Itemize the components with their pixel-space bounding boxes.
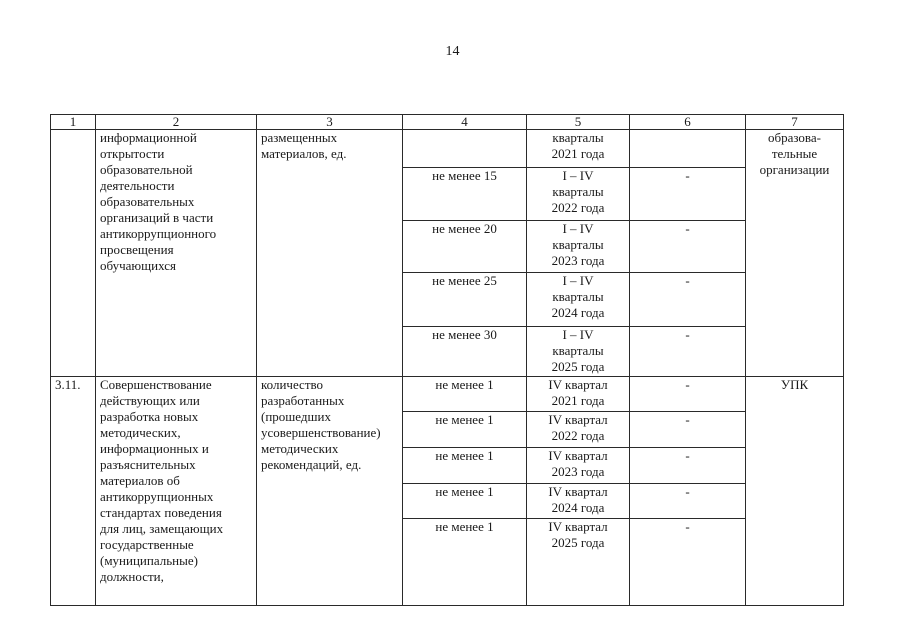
col6-value: - bbox=[685, 519, 690, 534]
col6-cell bbox=[630, 168, 746, 221]
target-value-cell bbox=[403, 377, 527, 412]
target-value: не менее 1 bbox=[435, 484, 494, 499]
target-value-cell bbox=[403, 448, 527, 484]
period-text: I – IV кварталы 2024 года bbox=[551, 273, 605, 320]
table-row bbox=[51, 130, 844, 168]
period-text: IV квартал 2023 года bbox=[548, 448, 608, 479]
target-value-cell bbox=[403, 519, 527, 606]
period-cell bbox=[527, 448, 630, 484]
item-number: 3.11. bbox=[55, 377, 81, 392]
col6-cell bbox=[630, 412, 746, 448]
target-value: не менее 20 bbox=[432, 221, 497, 236]
indicator-name: количество разработанных (прошедших усовершенствование) методических рекомендаций, ед. bbox=[261, 377, 381, 472]
target-value: не менее 30 bbox=[432, 327, 497, 342]
target-value-cell bbox=[403, 221, 527, 273]
executor-name: УПК bbox=[780, 377, 809, 392]
period-cell bbox=[527, 519, 630, 606]
measure-name-cell bbox=[96, 130, 257, 377]
col6-cell bbox=[630, 130, 746, 168]
col6-cell bbox=[630, 519, 746, 606]
column-header: 1 bbox=[51, 115, 96, 130]
column-header: 4 bbox=[403, 115, 527, 130]
period-text: IV квартал 2021 года bbox=[548, 377, 608, 408]
target-value-cell bbox=[403, 168, 527, 221]
target-value-cell bbox=[403, 273, 527, 327]
target-value: не менее 1 bbox=[435, 448, 494, 463]
col6-value: - bbox=[685, 448, 690, 463]
page-number: 14 bbox=[445, 44, 460, 59]
table-row bbox=[51, 377, 844, 412]
target-value: не менее 1 bbox=[435, 412, 494, 427]
col6-cell bbox=[630, 377, 746, 412]
period-text: I – IV кварталы 2023 года bbox=[551, 221, 605, 268]
target-value-cell bbox=[403, 484, 527, 519]
column-header: 6 bbox=[630, 115, 746, 130]
period-cell bbox=[527, 273, 630, 327]
col6-value: - bbox=[685, 377, 690, 392]
column-header: 2 bbox=[96, 115, 257, 130]
column-header: 7 bbox=[746, 115, 844, 130]
col6-value: - bbox=[685, 484, 690, 499]
target-value: не менее 1 bbox=[435, 377, 494, 392]
period-cell bbox=[527, 327, 630, 377]
period-cell bbox=[527, 412, 630, 448]
period-text: I – IV кварталы 2025 года bbox=[551, 327, 605, 374]
period-cell bbox=[527, 130, 630, 168]
target-value: не менее 25 bbox=[432, 273, 497, 288]
period-text: кварталы 2021 года bbox=[551, 130, 605, 161]
indicator-cell bbox=[257, 130, 403, 377]
target-value-cell bbox=[403, 412, 527, 448]
target-value-cell bbox=[403, 327, 527, 377]
period-cell bbox=[527, 377, 630, 412]
executor-cell bbox=[746, 377, 844, 606]
executor-name: образова- тельные организации bbox=[759, 130, 830, 177]
col6-value: - bbox=[685, 327, 690, 342]
executor-cell bbox=[746, 130, 844, 377]
column-header: 5 bbox=[527, 115, 630, 130]
item-number-cell bbox=[51, 130, 96, 377]
period-text: I – IV кварталы 2022 года bbox=[551, 168, 605, 215]
period-cell bbox=[527, 484, 630, 519]
measure-name: Совершенствование действующих или разработка новых методических, информационных и разъяснительных материалов об антикоррупционных стандартах поведения для лиц, замещающих государственные (муниципальные) должности, bbox=[100, 377, 224, 584]
target-value: не менее 1 bbox=[435, 519, 494, 534]
indicator-cell bbox=[257, 377, 403, 606]
col6-value: - bbox=[685, 412, 690, 427]
col6-cell bbox=[630, 448, 746, 484]
col6-cell bbox=[630, 484, 746, 519]
target-value: не менее 15 bbox=[432, 168, 497, 183]
period-text: IV квартал 2022 года bbox=[548, 412, 608, 443]
col6-cell bbox=[630, 327, 746, 377]
col6-value: - bbox=[685, 273, 690, 288]
column-number-row bbox=[51, 115, 844, 130]
column-header: 3 bbox=[257, 115, 403, 130]
col6-value: - bbox=[685, 221, 690, 236]
target-value-cell bbox=[403, 130, 527, 168]
period-cell bbox=[527, 221, 630, 273]
item-number-cell bbox=[51, 377, 96, 606]
period-text: IV квартал 2025 года bbox=[548, 519, 608, 550]
measures-table bbox=[50, 114, 844, 606]
period-text: IV квартал 2024 года bbox=[548, 484, 608, 515]
col6-cell bbox=[630, 273, 746, 327]
measure-name-cell bbox=[96, 377, 257, 606]
measure-name: информационной открытости образовательной деятельности образовательных организаций в части антикоррупционного просвещения обучающихся bbox=[100, 130, 217, 273]
indicator-name: размещенных материалов, ед. bbox=[261, 130, 347, 161]
col6-value: - bbox=[685, 168, 690, 183]
col6-cell bbox=[630, 221, 746, 273]
period-cell bbox=[527, 168, 630, 221]
